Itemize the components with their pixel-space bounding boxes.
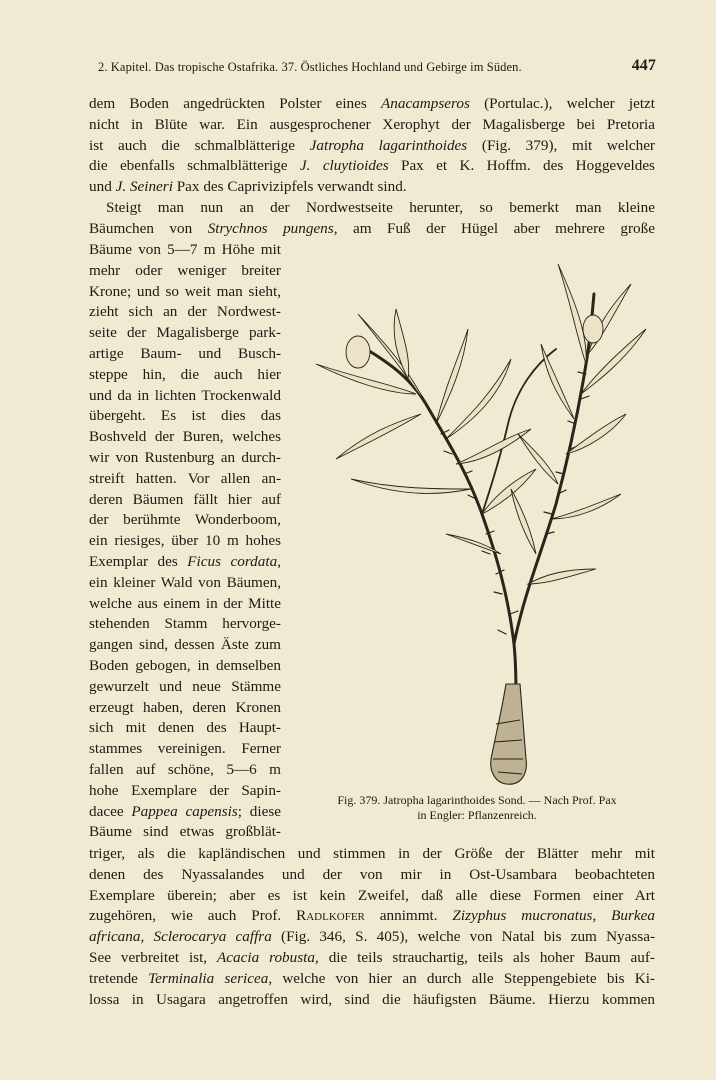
- text-segment: und da in lichten Trockenwald: [89, 386, 281, 404]
- text-line: [89, 677, 281, 698]
- text-segment: Radlkofer: [296, 907, 365, 925]
- running-title: 2. Kapitel. Das tropische Ostafrika. 37. Östliches Hochland und Gebirge im Süden.: [98, 60, 522, 74]
- text-segment: Boden gebogen, in demselben: [89, 656, 281, 674]
- text-line: [89, 718, 281, 739]
- text-segment: (Fig. 379), mit welcher: [467, 136, 655, 154]
- text-segment: annimmt.: [364, 907, 453, 925]
- text-segment: Jatropha lagarinthoides: [309, 136, 468, 154]
- text-segment: ; diese: [237, 802, 281, 820]
- text-segment: J. cluytioides: [299, 157, 389, 175]
- top-paragraphs: [89, 94, 655, 240]
- text-line: [89, 427, 281, 448]
- text-segment: ,: [277, 552, 281, 570]
- text-segment: denen des Nyassalandes und der von mir in Ost-Usambara beobachteten: [89, 865, 655, 883]
- running-header: [98, 57, 656, 75]
- text-line: [89, 865, 655, 886]
- text-segment: sich mit denen des Haupt-: [89, 719, 281, 737]
- text-segment: gewurzelt und neue Stämme: [89, 677, 281, 695]
- text-line: [89, 739, 281, 760]
- text-line: [89, 552, 281, 573]
- text-line: [89, 614, 281, 635]
- text-segment: Sclerocarya caffra: [153, 928, 272, 946]
- text-segment: übergeht. Es ist dies das: [89, 407, 281, 425]
- text-line: [89, 656, 281, 677]
- text-segment: Pax des Caprivizipfels verwandt sind.: [172, 178, 407, 196]
- text-line: [89, 323, 281, 344]
- text-line: [89, 990, 655, 1011]
- text-segment: gangen sind, dessen Äste zum: [89, 636, 281, 654]
- text-segment: Bäumchen von: [89, 219, 208, 237]
- text-line: [89, 822, 281, 843]
- text-line: [89, 802, 281, 823]
- text-segment: Exemplare überein; aber es ist kein Zweifel, daß alle diese Formen einer Art: [89, 886, 655, 904]
- text-segment: Bäume von 5—7 m Höhe mit: [89, 241, 281, 258]
- text-segment: fallen auf schöne, 5—6 m: [89, 760, 281, 778]
- text-segment: Pappea capensis: [131, 802, 238, 820]
- text-segment: Zizyphus mucronatus: [452, 907, 593, 925]
- text-segment: stehenden Stamm hervorge-: [89, 615, 281, 633]
- text-line: [89, 531, 281, 552]
- text-line: [89, 406, 281, 427]
- text-line: [89, 469, 281, 490]
- text-line: [89, 698, 281, 719]
- text-segment: Terminalia sericea: [148, 969, 269, 987]
- figure-caption: [296, 793, 658, 823]
- text-line: [89, 156, 655, 177]
- text-line: [89, 365, 281, 386]
- text-segment: Bäume sind etwas großblät-: [89, 823, 281, 841]
- text-segment: ein kleiner Wald von Bäumen,: [89, 573, 281, 591]
- text-segment: Boshveld der Buren, welches: [89, 428, 281, 446]
- text-line: [89, 948, 655, 969]
- text-segment: artige Baum- und Busch-: [89, 344, 281, 362]
- text-line: [89, 386, 281, 407]
- text-segment: Pax et K. Hoffm. des Hoggeveldes: [388, 157, 655, 175]
- text-line: [89, 344, 281, 365]
- text-segment: nicht in Blüte war. Ein ausgesprochener Xerophyt der Magalisberge bei Pretoria: [89, 115, 655, 133]
- text-line: [89, 240, 281, 261]
- text-segment: ein riesiges, über 10 m hohes: [89, 532, 281, 550]
- text-line: [89, 886, 655, 907]
- text-segment: See verbreitet ist,: [89, 948, 218, 966]
- text-segment: mehr oder weniger breiter: [89, 261, 281, 279]
- text-line: [89, 198, 655, 219]
- text-segment: stammes vereinigen. Ferner: [89, 740, 281, 758]
- text-segment: ,: [140, 928, 154, 946]
- text-line: [89, 448, 281, 469]
- plant-illustration: [296, 254, 666, 794]
- text-line: [89, 115, 655, 136]
- text-line: [89, 177, 655, 198]
- text-segment: lossa in Usagara angetroffen wird, sind die häufigsten Bäume. Hierzu kommen: [89, 990, 655, 1008]
- text-segment: streift hatten. Vor allen an-: [89, 469, 281, 487]
- text-line: [89, 927, 655, 948]
- text-segment: Acacia robusta: [217, 948, 315, 966]
- text-segment: erzeugt haben, deren Kronen: [89, 698, 281, 716]
- text-line: [89, 302, 281, 323]
- text-segment: (Fig. 346, S. 405), welche von Natal bis zum Nyassa-: [271, 928, 655, 946]
- text-line: [89, 261, 281, 282]
- text-segment: Ficus cordata: [187, 552, 278, 570]
- text-segment: zugehören, wie auch Prof.: [89, 907, 297, 925]
- text-segment: triger, als die kapländischen und stimmen in der Größe der Blätter mehr mit: [89, 845, 655, 862]
- page-number: 447: [631, 57, 656, 74]
- text-line: [89, 136, 655, 157]
- text-line: [89, 219, 655, 240]
- text-segment: deren Bäumen fällt hier auf: [89, 490, 281, 508]
- text-segment: (Portulac.), welcher jetzt: [469, 95, 655, 112]
- text-line: [89, 969, 655, 990]
- text-segment: , die teils strauchartig, teils als hoher Baum auf-: [314, 948, 655, 966]
- text-line: [89, 490, 281, 511]
- text-segment: seite der Magalisberge park-: [89, 324, 281, 342]
- text-segment: der berühmte Wonderboom,: [89, 511, 281, 529]
- text-line: [89, 594, 281, 615]
- text-line: [89, 760, 281, 781]
- text-line: [89, 282, 281, 303]
- side-column-text: [89, 240, 281, 843]
- text-line: [89, 781, 281, 802]
- text-segment: , am Fuß der Hügel aber mehrere große: [333, 219, 655, 237]
- text-line: [89, 94, 655, 115]
- text-segment: J. Seineri: [115, 178, 173, 196]
- text-segment: zieht sich an der Nordwest-: [89, 303, 281, 321]
- caption-line-1: Fig. 379. Jatropha lagarinthoides Sond. — Nach Prof. Pax: [337, 793, 617, 807]
- text-segment: hohe Exemplare der Sapin-: [89, 781, 281, 799]
- text-segment: , welche von hier an durch alle Steppengebiete bis Ki-: [268, 969, 655, 987]
- text-line: [89, 510, 281, 531]
- text-segment: Burkea: [611, 907, 655, 925]
- text-line: [89, 573, 281, 594]
- text-line: [89, 844, 655, 865]
- bottom-paragraph: [89, 844, 655, 1010]
- text-segment: steppe hin, die auch hier: [89, 365, 281, 383]
- text-segment: ,: [592, 907, 612, 925]
- text-segment: die ebenfalls schmalblätterige: [89, 157, 300, 175]
- text-segment: Strychnos pungens: [207, 219, 334, 237]
- text-line: [89, 906, 655, 927]
- text-segment: welche aus einem in der Mitte: [89, 594, 281, 612]
- text-segment: dem Boden angedrückten Polster eines: [89, 95, 381, 112]
- text-segment: wir von Rustenburg an durch-: [89, 448, 281, 466]
- text-segment: Exemplar des: [89, 552, 188, 570]
- text-segment: und: [89, 178, 116, 196]
- text-segment: Steigt man nun an der Nordwestseite herunter, so bemerkt man kleine: [106, 198, 655, 216]
- text-segment: dacee: [89, 802, 132, 820]
- text-segment: Anacampseros: [381, 95, 470, 112]
- text-segment: africana: [89, 928, 141, 946]
- text-segment: ist auch die schmalblätterige: [89, 136, 310, 154]
- text-segment: tretende: [89, 969, 149, 987]
- caption-line-2: in Engler: Pflanzenreich.: [417, 808, 537, 822]
- text-segment: Krone; und so weit man sieht,: [89, 282, 281, 300]
- text-line: [89, 635, 281, 656]
